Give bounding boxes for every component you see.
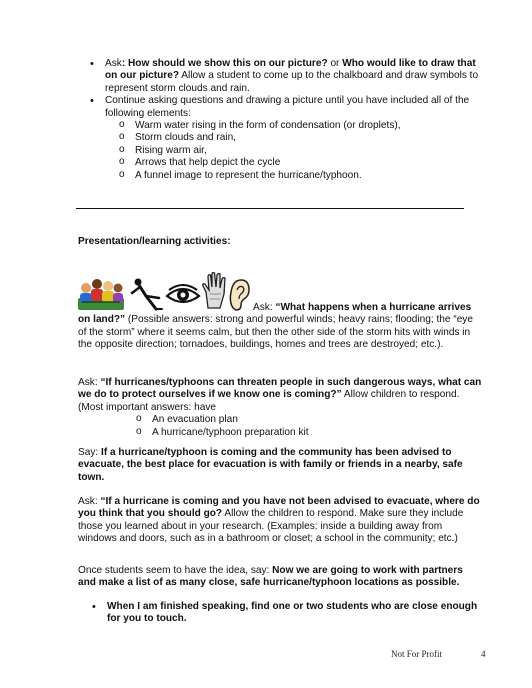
paragraph-hurricane-arrives: Ask: “What happens when a hurricane arrives on land?” (Possible answers: strong and powerful winds; heavy rains; flooding; the “eye of the storm” where it seems calm, but then the other side of the storm hits with winds in the opposite direction; tornadoes, buildings, homes and trees are destroyed; etc.). <box>78 302 473 351</box>
question-hurricane-arrives: “What happens when a hurricane arrives on land?” <box>78 302 472 326</box>
elements-list <box>105 120 487 182</box>
footer-note: Not For Profit <box>391 649 443 659</box>
question-protect-ourselves: “If hurricanes/typhoons can threaten people in such dangerous ways, what can we do to protect ourselves if we know one is coming?” <box>78 377 482 401</box>
important-answers-list <box>122 414 482 439</box>
question-where-to-go: “If a hurricane is coming and you have not been advised to evacuate, where do you think that you should go? <box>78 496 480 520</box>
bullet-continue-asking: • Continue asking questions and drawing a picture until you have included all of the following elements: o Warm water rising in the form of condensation (or droplets), o Storm clouds and rain, o Rising warm air, o Arrows that help depict the cycle o A funnel image to represent the hurricane/typhoon. <box>77 95 487 182</box>
paragraph-where-to-go: Ask: “If a hurricane is coming and you have not been advised to evacuate, where do you think that you should go? Allow the children to respond. Make sure they include those you learned about in your research. (Examples: inside a building away from windows and doors, such as in a bathroom or closet; a school in the community; etc.) <box>78 496 480 545</box>
question-show-on-picture: : How should we show this on our picture? <box>121 58 328 69</box>
final-bullet-list <box>79 601 479 626</box>
list-item: o A funnel image to represent the hurricane/typhoon. <box>105 170 487 182</box>
paragraph-evacuation: Say: If a hurricane/typhoon is coming and the community has been advised to evacuate, the best place for evacuation is with family or friends in a nearby, safe town. <box>78 447 463 483</box>
paragraph-partners: Once students seem to have the idea, say: Now we are going to work with partners and make a list of as many close, safe hurricane/typhoon locations as possible. <box>78 565 463 589</box>
list-item: o Warm water rising in the form of condensation (or droplets), <box>105 120 487 132</box>
bullet-draw-picture: • Ask: How should we show this on our picture? or Who would like to draw that on our picture? Allow a student to come up to the chalkboard and draw symbols to represent storm clouds and rain. <box>77 58 487 95</box>
section-heading: Presentation/learning activities: <box>78 236 231 247</box>
list-item: o Rising warm air, <box>105 145 487 157</box>
list-item: o Storm clouds and rain, <box>105 132 487 144</box>
list-item: o A hurricane/typhoon preparation kit <box>122 427 482 439</box>
bullet-find-partners: • When I am finished speaking, find one or two students who are close enough for you to touch. <box>79 601 479 626</box>
top-bullet-list <box>77 58 487 182</box>
question-who-draws: Who would like to draw that on our picture? <box>105 58 476 82</box>
list-item: o An evacuation plan <box>122 414 482 426</box>
paragraph-protect-ourselves: Ask: “If hurricanes/typhoons can threaten people in such dangerous ways, what can we do to protect ourselves if we know one is coming?” Allow children to respond. (Most important answers: have o An evacuation plan o A hurricane/typhoon preparation kit <box>78 377 482 439</box>
list-item: o Arrows that help depict the cycle <box>105 157 487 169</box>
page-number: 4 <box>481 649 486 659</box>
section-divider <box>76 208 464 209</box>
